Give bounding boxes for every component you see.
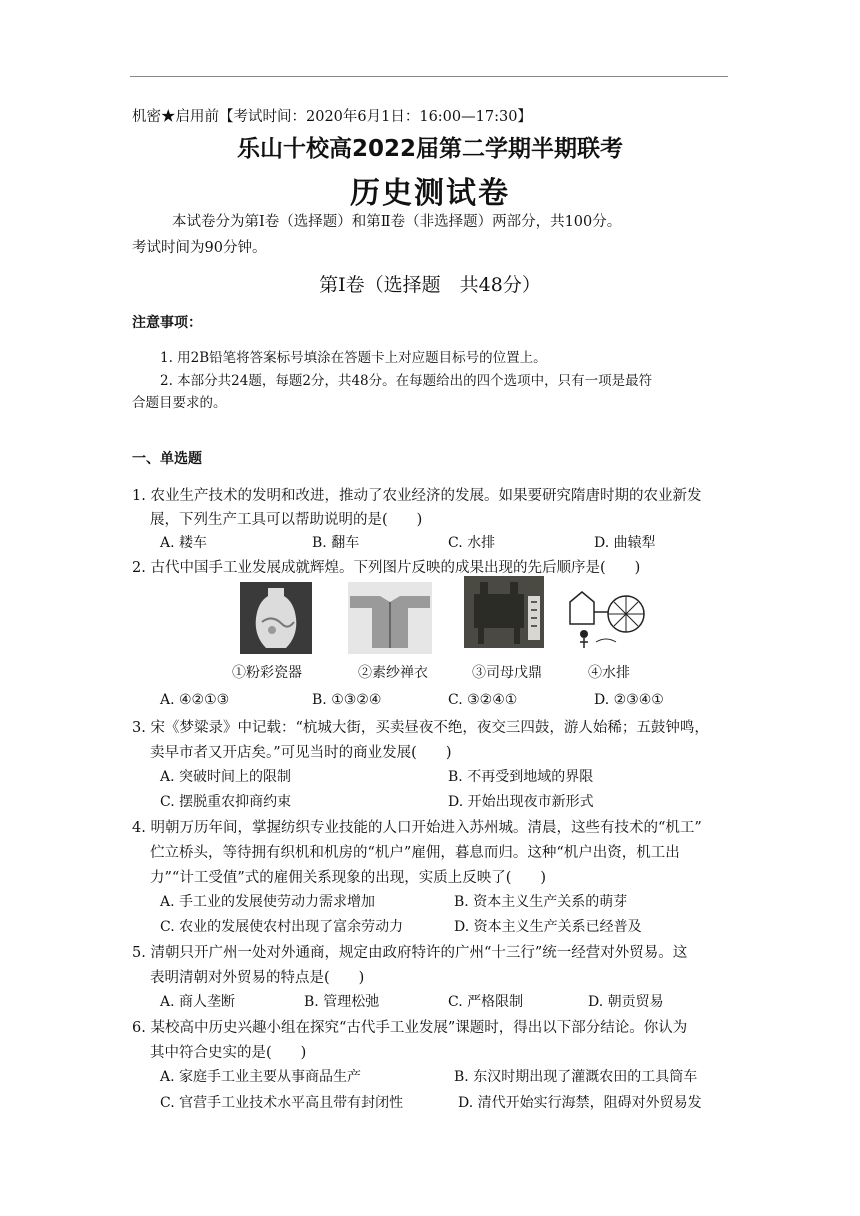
q3-option-d: D. 开始出现夜市新形式 (448, 794, 594, 810)
silk-robe-image (348, 582, 432, 654)
q1-option-b: B. 翻车 (312, 535, 360, 551)
q1-option-c: C. 水排 (448, 535, 496, 551)
q5-option-a: A. 商人垄断 (160, 994, 236, 1010)
intro-line-2: 考试时间为90分钟。 (132, 240, 267, 256)
question-6-line-1: 6. 某校高中历史兴趣小组在探究“古代手工业发展”课题时，得出以下部分结论。你认为 (132, 1020, 688, 1036)
exam-subtitle: 历史测试卷 (350, 176, 510, 211)
q2-option-c: C. ③②④① (448, 692, 518, 708)
q5-option-b: B. 管理松弛 (304, 994, 380, 1010)
q3-option-a: A. 突破时间上的限制 (160, 769, 292, 785)
q1-option-d: D. 曲辕犁 (594, 535, 656, 551)
q3-option-c: C. 摆脱重农抑商约束 (160, 794, 292, 810)
section-heading: 一、单选题 (132, 451, 202, 467)
q2-option-a: A. ④②①③ (160, 692, 230, 708)
question-3-line-1: 3. 宋《梦粱录》中记载：“杭城大街，买卖昼夜不绝，夜交三四鼓，游人始稀；五鼓钟鸣， (132, 720, 709, 736)
notice-label: 注意事项： (132, 315, 202, 331)
image-caption-1: ①粉彩瓷器 (232, 665, 302, 681)
q1-option-a: A. 耧车 (160, 535, 208, 551)
question-5-line-1: 5. 清朝只开广州一处对外通商，规定由政府特许的广州“十三行”统一经营对外贸易。这 (132, 945, 688, 961)
question-5-line-2: 表明清朝对外贸易的特点是( ) (150, 970, 365, 986)
exam-header: 机密★启用前【考试时间：2020年6月1日：16:00—17:30】 (132, 109, 532, 125)
note-2-cont: 合题目要求的。 (132, 395, 227, 411)
top-rule (130, 76, 728, 77)
q4-option-a: A. 手工业的发展使劳动力需求增加 (160, 894, 376, 910)
section-title: 第Ⅰ卷（选择题 共48分） (319, 274, 541, 296)
image-caption-2: ②素纱禅衣 (358, 665, 428, 681)
bronze-ding-image (464, 576, 544, 648)
q3-option-b: B. 不再受到地域的界限 (448, 769, 594, 785)
note-2: 2. 本部分共24题，每题2分，共48分。在每题给出的四个选项中，只有一项是最符 (160, 373, 653, 389)
question-1-line-1: 1. 农业生产技术的发明和改进，推动了农业经济的发展。如果要研究隋唐时期的农业新发 (132, 488, 702, 504)
q4-option-d: D. 资本主义生产关系已经普及 (454, 919, 642, 935)
question-2-line-1: 2. 古代中国手工业发展成就辉煌。下列图片反映的成果出现的先后顺序是( ) (132, 560, 641, 576)
note-1: 1. 用2B铅笔将答案标号填涂在答题卡上对应题目标号的位置上。 (160, 350, 547, 366)
question-3-line-2: 卖早市者又开店矣。”可见当时的商业发展( ) (150, 745, 452, 761)
porcelain-vase-image (240, 582, 312, 654)
question-1-line-2: 展，下列生产工具可以帮助说明的是( ) (150, 512, 423, 528)
exam-title: 乐山十校高2022届第二学期半期联考 (236, 136, 623, 162)
q4-option-c: C. 农业的发展使农村出现了富余劳动力 (160, 919, 404, 935)
question-4-line-1: 4. 明朝万历年间，掌握纺织专业技能的人口开始进入苏州城。清晨，这些有技术的“机工” (132, 820, 702, 836)
q2-option-b: B. ①③②④ (312, 692, 382, 708)
image-caption-3: ③司母戊鼎 (472, 665, 542, 681)
q6-option-a: A. 家庭手工业主要从事商品生产 (160, 1069, 362, 1085)
intro-line-1: 本试卷分为第Ⅰ卷（选择题）和第Ⅱ卷（非选择题）两部分，共100分。 (172, 214, 622, 230)
question-4-line-3: 力”“计工受值”式的雇佣关系现象的出现，实质上反映了( ) (150, 870, 547, 886)
q6-option-c: C. 官营手工业技术水平高且带有封闭性 (160, 1095, 404, 1111)
q4-option-b: B. 资本主义生产关系的萌芽 (454, 894, 628, 910)
question-4-line-2: 伫立桥头，等待拥有织机和机房的“机户”雇佣，暮息而归。这种“机户出资，机工出 (150, 845, 680, 861)
image-caption-4: ④水排 (588, 665, 630, 681)
q5-option-c: C. 严格限制 (448, 994, 524, 1010)
question-6-line-2: 其中符合史实的是( ) (150, 1045, 307, 1061)
q6-option-d: D. 清代开始实行海禁，阻碍对外贸易发 (458, 1095, 702, 1111)
q2-option-d: D. ②③④① (594, 692, 664, 708)
water-bellows-image (566, 582, 652, 654)
q6-option-b: B. 东汉时期出现了灌溉农田的工具筒车 (454, 1069, 698, 1085)
q5-option-d: D. 朝贡贸易 (588, 994, 664, 1010)
